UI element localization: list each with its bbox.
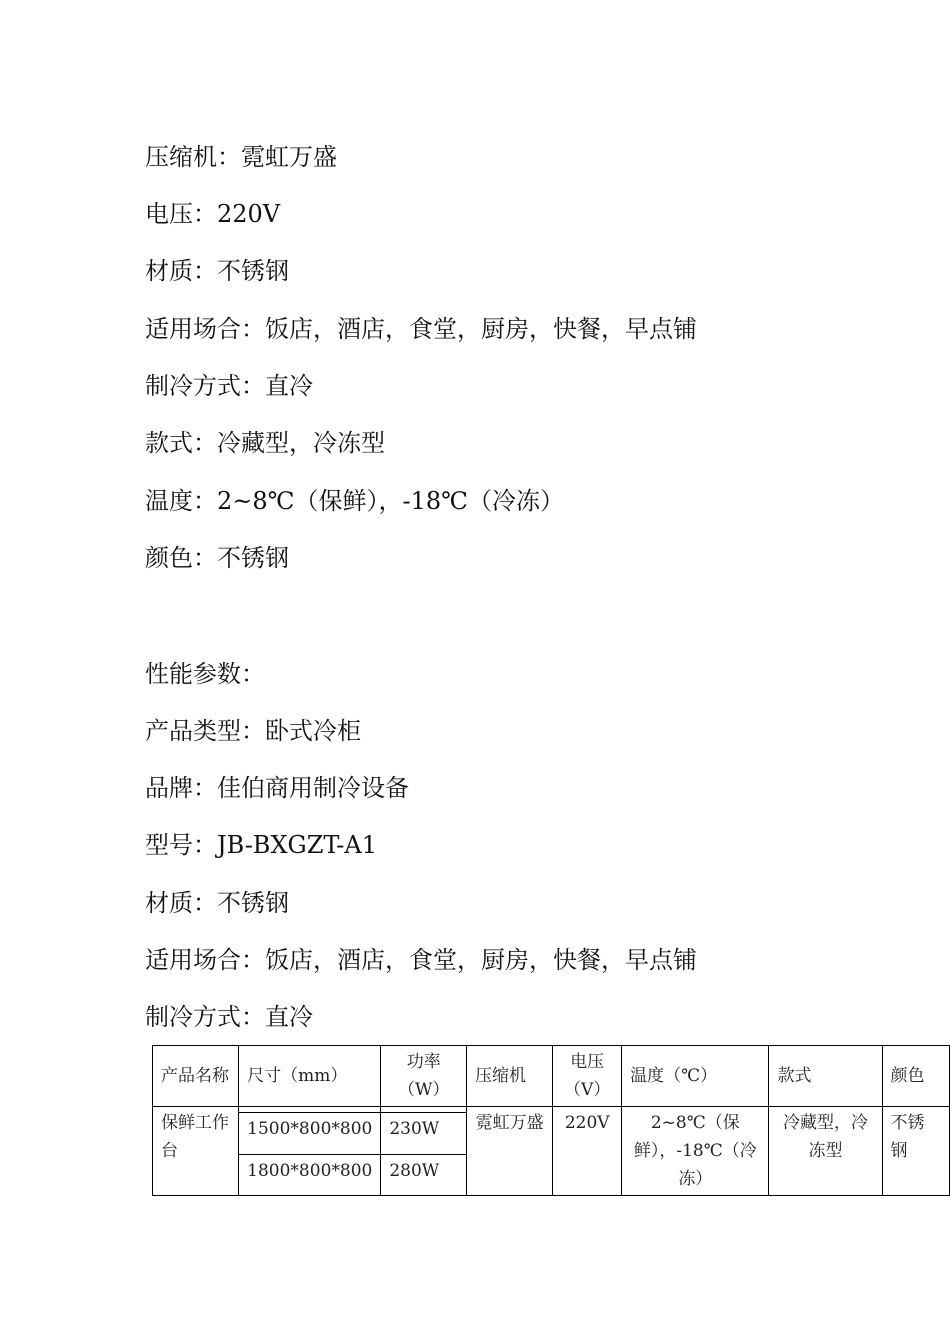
spec-style: 款式：冷藏型，冷冻型 — [145, 429, 385, 457]
spec-cooling: 制冷方式：直冷 — [145, 372, 313, 400]
spec-table — [152, 1045, 950, 1196]
cell-voltage: 220V — [553, 1107, 622, 1196]
perf-model: 型号：JB-BXGZT-A1 — [145, 831, 378, 859]
header-power: 功率（W） — [381, 1046, 467, 1107]
performance-heading: 性能参数： — [145, 660, 265, 688]
spec-voltage: 电压：220V — [145, 200, 281, 228]
cell-compressor: 霓虹万盛 — [467, 1107, 553, 1196]
cell-temperature: 2~8℃（保鲜），-18℃（冷冻） — [622, 1107, 769, 1196]
cell-size: 1800*800*800 — [239, 1154, 381, 1195]
cell-power: 230W — [381, 1113, 467, 1154]
cell-color: 不锈钢 — [882, 1107, 950, 1196]
spec-usage: 适用场合：饭店，酒店，食堂，厨房，快餐，早点铺 — [145, 315, 697, 343]
spec-temperature: 温度：2~8℃（保鲜），-18℃（冷冻） — [145, 487, 564, 515]
spec-color: 颜色：不锈钢 — [145, 544, 289, 572]
cell-style: 冷藏型，冷冻型 — [769, 1107, 882, 1196]
header-color: 颜色 — [882, 1046, 950, 1107]
header-style: 款式 — [769, 1046, 882, 1107]
cell-size: 1500*800*800 — [239, 1113, 381, 1154]
perf-brand: 品牌：佳伯商用制冷设备 — [145, 774, 409, 802]
header-voltage: 电压（V） — [553, 1046, 622, 1107]
cell-power: 280W — [381, 1154, 467, 1195]
perf-cooling: 制冷方式：直冷 — [145, 1003, 313, 1031]
header-size: 尺寸（mm） — [239, 1046, 381, 1107]
perf-usage: 适用场合：饭店，酒店，食堂，厨房，快餐，早点铺 — [145, 946, 697, 974]
spec-material: 材质：不锈钢 — [145, 257, 289, 285]
perf-material: 材质：不锈钢 — [145, 889, 289, 917]
header-temperature: 温度（℃） — [622, 1046, 769, 1107]
header-product-name: 产品名称 — [153, 1046, 239, 1107]
spec-compressor: 压缩机：霓虹万盛 — [145, 143, 337, 171]
perf-product-type: 产品类型：卧式冷柜 — [145, 717, 361, 745]
table-header-row — [153, 1046, 950, 1107]
header-compressor: 压缩机 — [467, 1046, 553, 1107]
cell-product-name: 保鲜工作台 — [153, 1107, 239, 1196]
